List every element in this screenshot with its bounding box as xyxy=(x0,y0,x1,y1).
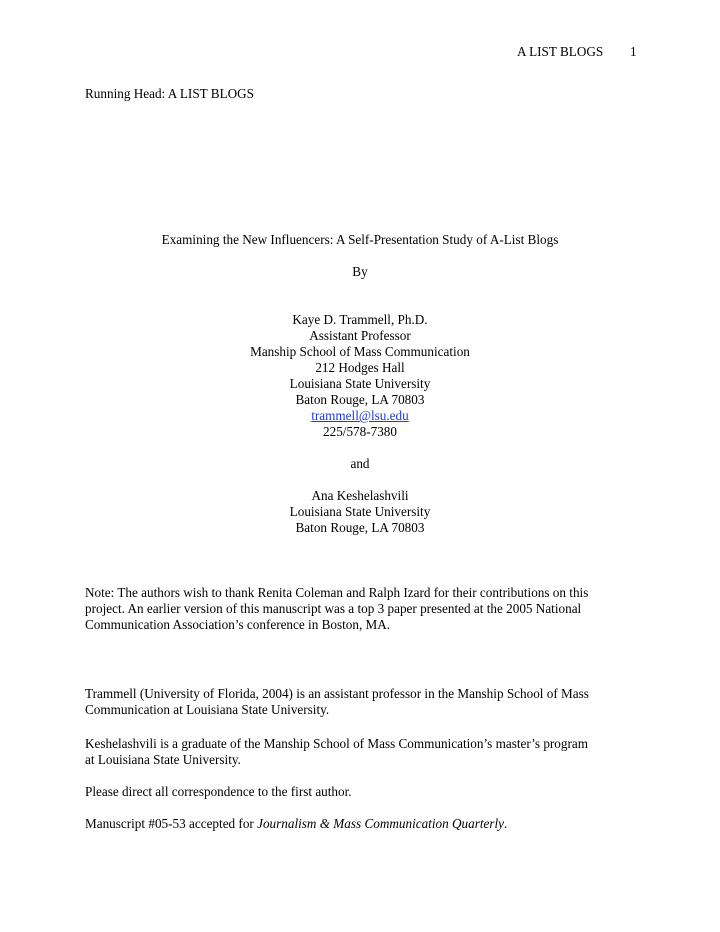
by-label: By xyxy=(352,264,368,279)
bio-line: Trammell (University of Florida, 2004) is an assistant professor in the Manship School of Mass xyxy=(85,686,589,701)
paper-title: Examining the New Influencers: A Self-Presentation Study of A-List Blogs xyxy=(161,232,559,247)
author2-name: Ana Keshelashvili xyxy=(311,488,409,503)
author1-email-link[interactable]: trammell@lsu.edu xyxy=(311,408,409,423)
note-line: Note: The authors wish to thank Renita Coleman and Ralph Izard for their contributions on this xyxy=(85,585,589,600)
running-header xyxy=(517,44,603,60)
author2-bio xyxy=(85,736,645,768)
author2-city: Baton Rouge, LA 70803 xyxy=(295,520,425,535)
manuscript-suffix: . xyxy=(504,816,508,831)
author2-university: Louisiana State University xyxy=(289,504,431,519)
author1-city: Baton Rouge, LA 70803 xyxy=(295,392,425,407)
author1-phone: 225/578-7380 xyxy=(323,424,397,439)
correspondence-note: Please direct all correspondence to the first author. xyxy=(85,784,352,799)
running-head: Running Head: A LIST BLOGS xyxy=(85,86,255,101)
author1-address: 212 Hodges Hall xyxy=(315,360,405,375)
running-header-text: A LIST BLOGS xyxy=(517,44,604,59)
author1-name: Kaye D. Trammell, Ph.D. xyxy=(292,312,428,327)
bio-line: Communication at Louisiana State University. xyxy=(85,702,330,717)
and-label: and xyxy=(350,456,370,471)
author1-position: Assistant Professor xyxy=(309,328,411,343)
note-line: project. An earlier version of this manuscript was a top 3 paper presented at the 2005 National xyxy=(85,601,582,616)
page-number: 1 xyxy=(630,44,637,59)
author1-university: Louisiana State University xyxy=(289,376,431,391)
journal-name: Journalism & Mass Communication Quarterly xyxy=(257,816,505,831)
bio-line: at Louisiana State University. xyxy=(85,752,241,767)
manuscript-prefix: Manuscript #05-53 accepted for xyxy=(85,816,258,831)
bio-line: Keshelashvili is a graduate of the Manship School of Mass Communication’s master’s program xyxy=(85,736,588,751)
author1-school: Manship School of Mass Communication xyxy=(250,344,470,359)
acknowledgement-note xyxy=(85,585,645,633)
author1-email-row xyxy=(0,408,720,424)
manuscript-note xyxy=(85,816,507,832)
note-line: Communication Association’s conference in Boston, MA. xyxy=(85,617,391,632)
author1-bio xyxy=(85,686,645,718)
